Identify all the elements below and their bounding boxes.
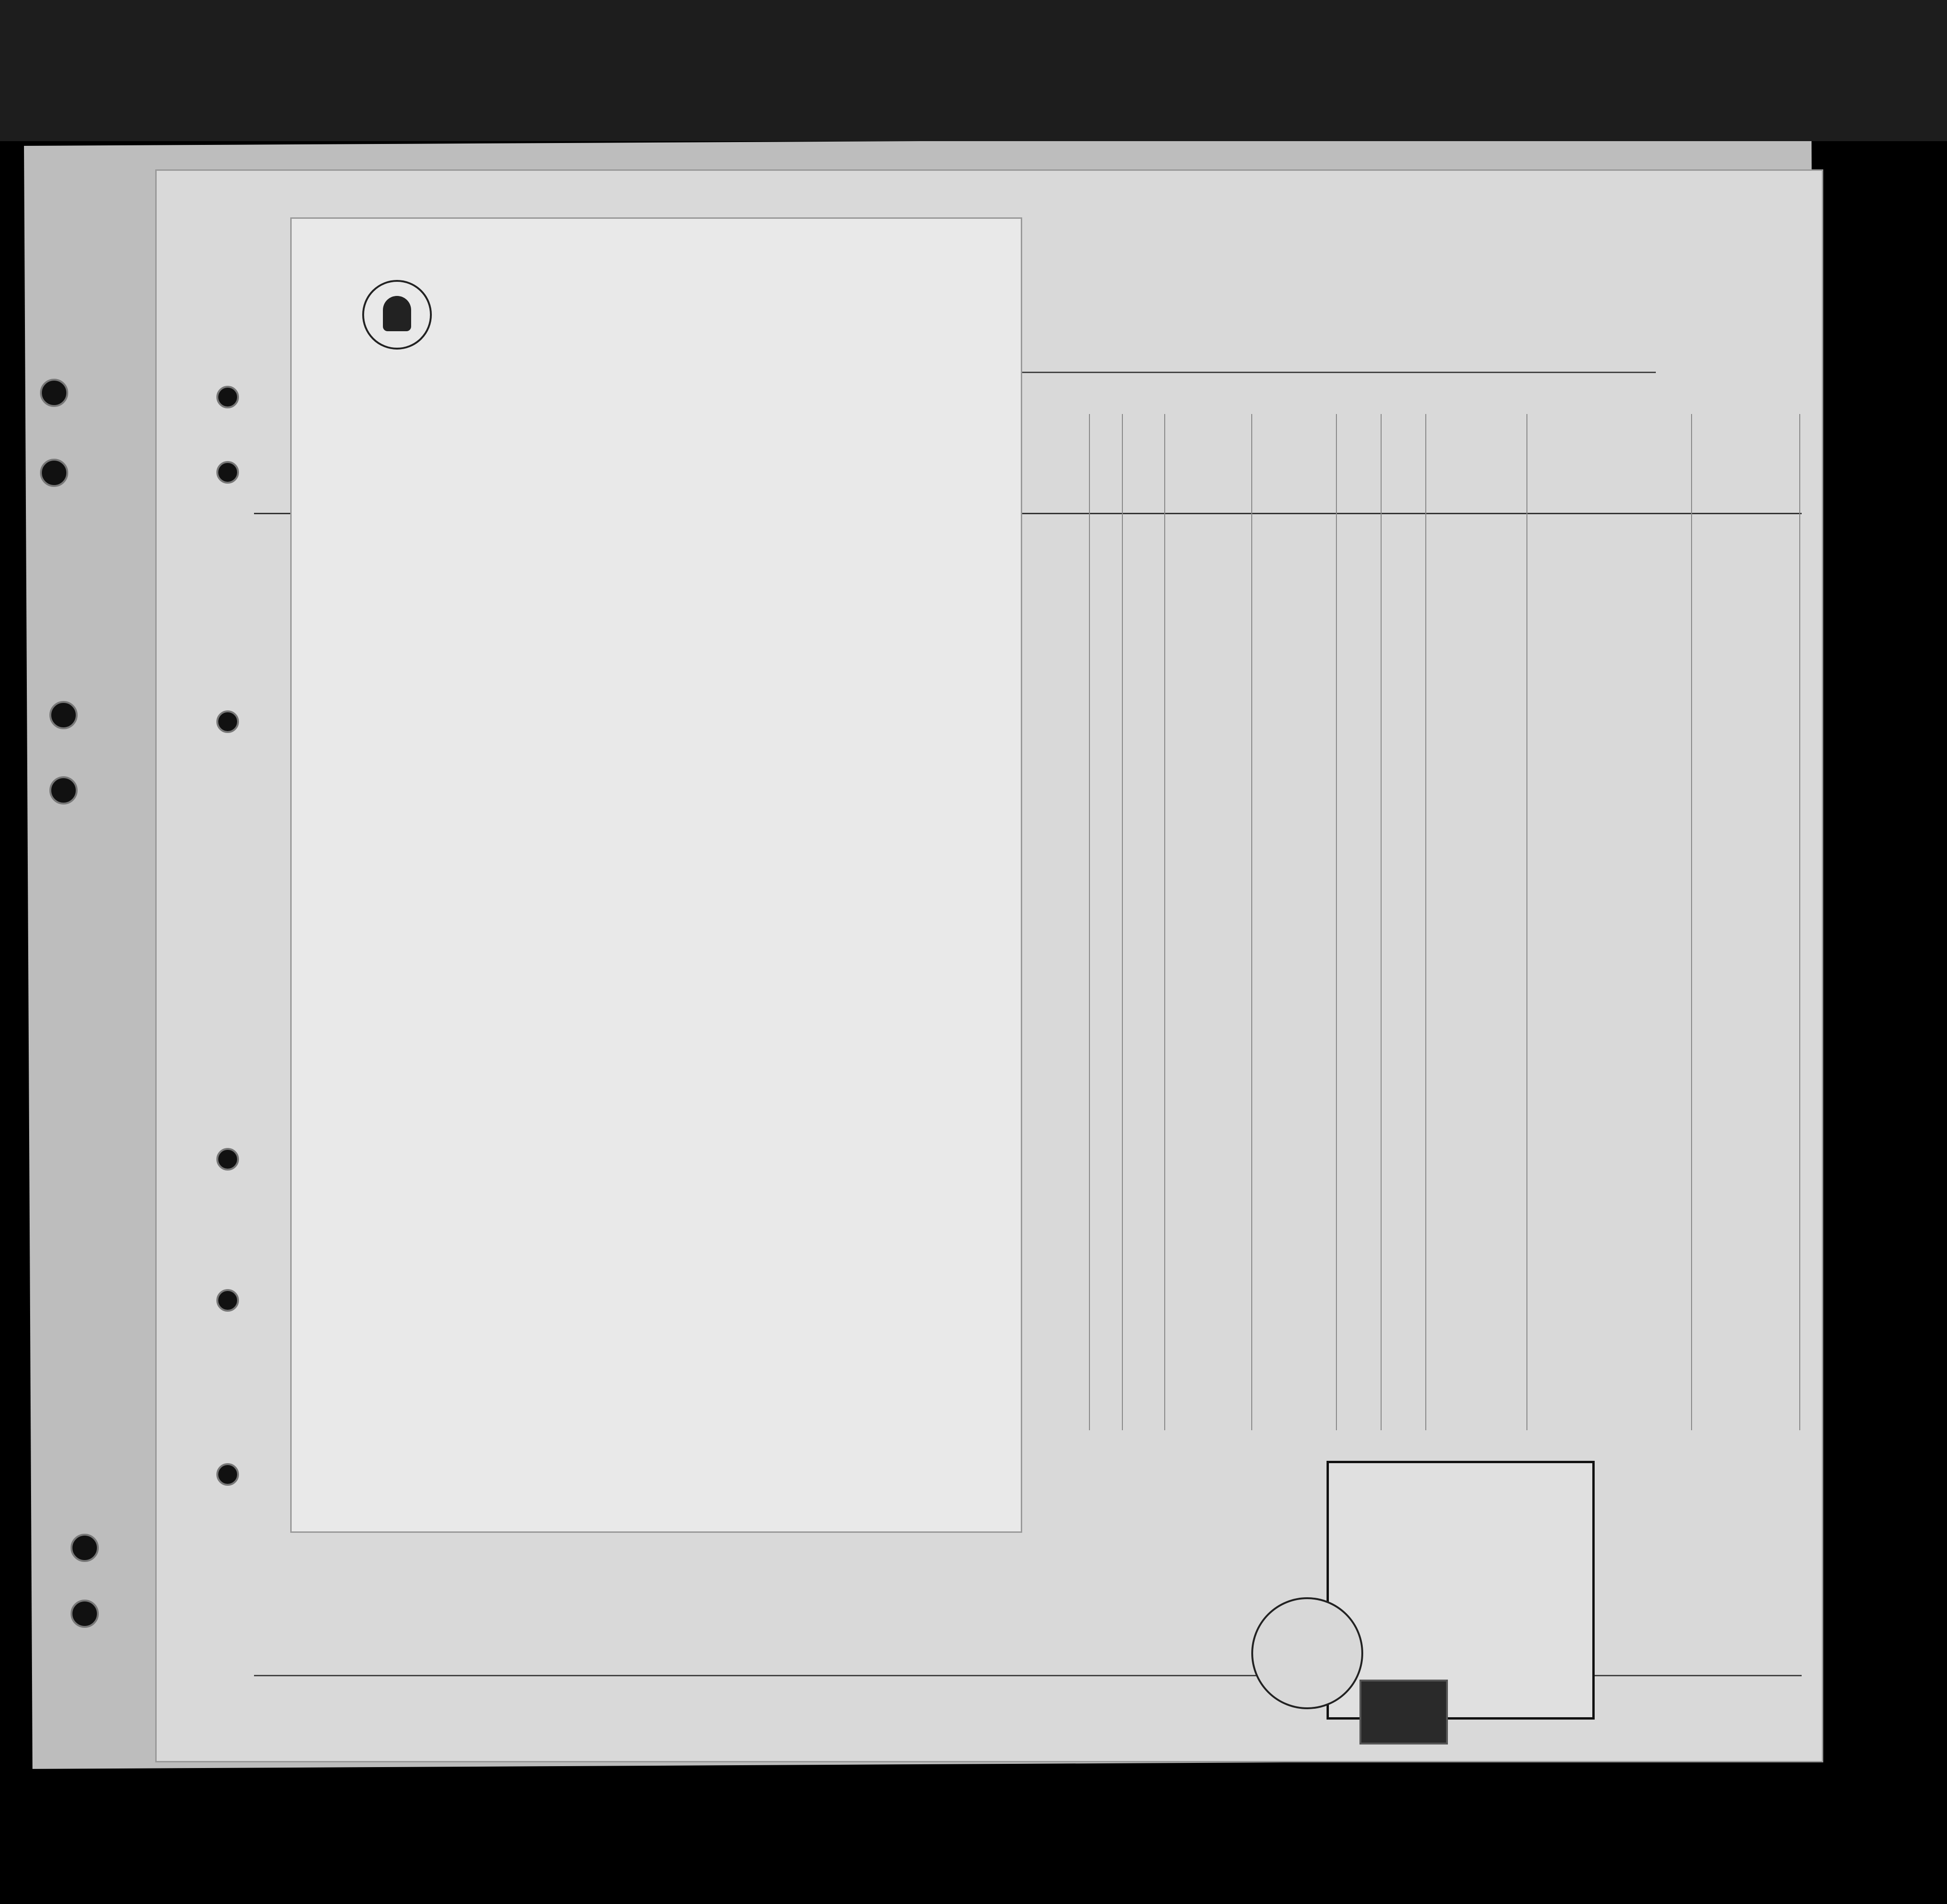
col-divider — [1089, 414, 1090, 1430]
col-header-11 — [1167, 419, 1247, 440]
binder-hole — [49, 701, 78, 729]
binder-hole — [216, 1463, 239, 1486]
col-divider — [1122, 414, 1123, 1430]
col-header-10 — [1122, 419, 1160, 440]
binder-hole — [216, 386, 239, 408]
binder-hole — [216, 1289, 239, 1312]
state-seal-icon — [362, 280, 432, 350]
col-divider — [1799, 414, 1800, 1430]
col-header-12 — [1254, 419, 1331, 440]
col-divider — [1336, 414, 1337, 1430]
col-header-14 — [1381, 419, 1423, 440]
sheet-number — [1646, 263, 1661, 287]
col-divider — [1425, 414, 1426, 1430]
binder-hole — [216, 710, 239, 733]
eagle-icon — [383, 296, 411, 331]
binder-hole — [49, 776, 78, 805]
binder-hole — [71, 1534, 99, 1562]
col-header-13 — [1338, 419, 1381, 440]
dark-background — [0, 0, 1947, 141]
consulate-seal — [1251, 1597, 1363, 1709]
binder-hole — [216, 1148, 239, 1171]
col-divider — [1691, 414, 1692, 1430]
col-header-9 — [1089, 419, 1122, 440]
binder-hole — [40, 379, 68, 407]
binder-hole — [71, 1600, 99, 1628]
col-divider — [1526, 414, 1527, 1430]
col-divider — [1381, 414, 1382, 1430]
col-divider — [1251, 414, 1252, 1430]
fee-stamp — [1359, 1680, 1448, 1745]
binder-hole — [40, 459, 68, 487]
binder-hole — [216, 461, 239, 484]
header-rule — [1021, 372, 1656, 373]
consulate-letter — [292, 219, 1021, 1531]
col-header-1 — [254, 414, 292, 435]
col-divider — [1164, 414, 1165, 1430]
visa-no — [1367, 1475, 1371, 1493]
